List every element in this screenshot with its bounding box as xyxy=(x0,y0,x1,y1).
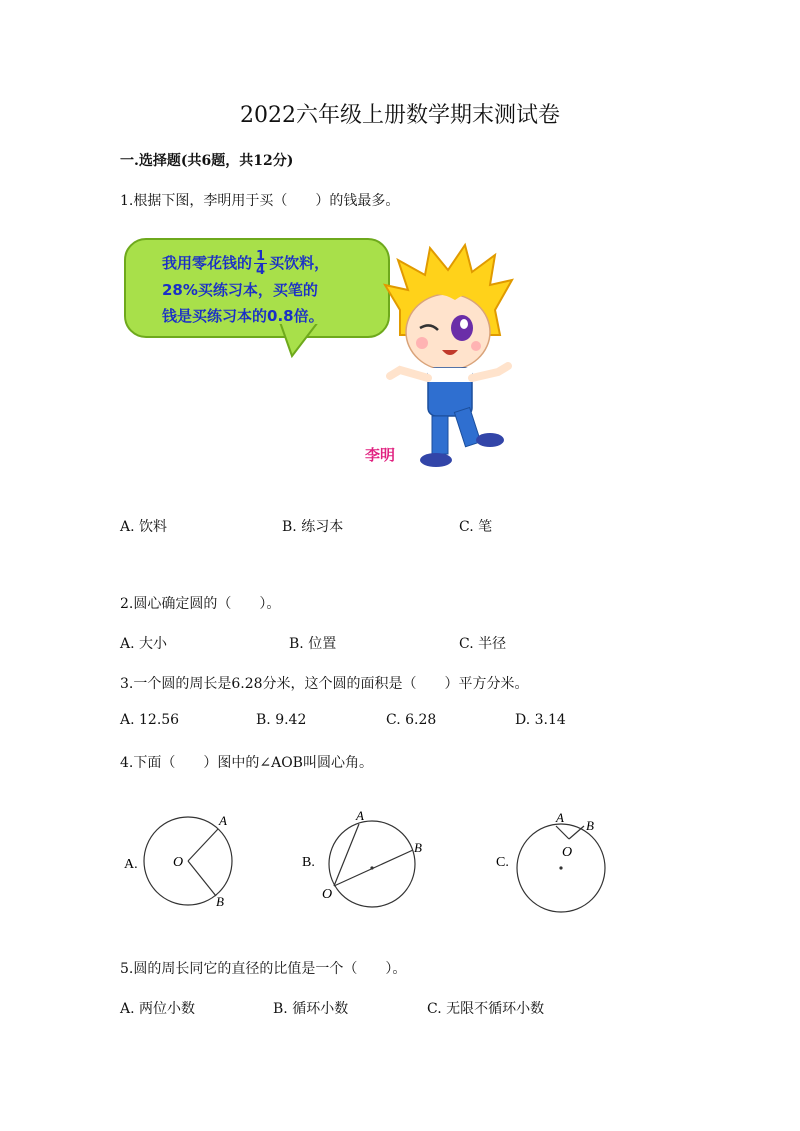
q1-option-c[interactable]: C. 笔 xyxy=(459,519,493,535)
figure-c-label: C. xyxy=(496,855,509,870)
svg-text:O: O xyxy=(322,887,333,902)
q5-option-b[interactable]: B. 循环小数 xyxy=(273,1001,349,1017)
svg-text:B: B xyxy=(414,840,422,855)
q3-option-d[interactable]: D. 3.14 xyxy=(515,712,566,728)
section-heading: 一.选择题(共6题，共12分) xyxy=(120,153,294,169)
fraction-one-quarter: $\frac{1}{4}$ xyxy=(256,249,266,278)
svg-text:O: O xyxy=(173,855,184,870)
q2-option-a[interactable]: A. 大小 xyxy=(120,636,168,652)
question-4-stem: 4.下面（ ）图中的∠AOB叫圆心角。 xyxy=(120,755,373,771)
q4-figure-a[interactable] xyxy=(118,808,248,913)
q2-option-b[interactable]: B. 位置 xyxy=(289,636,337,652)
q3-option-a[interactable]: A. 12.56 xyxy=(120,712,180,728)
q4-figure-b[interactable] xyxy=(298,806,438,916)
q5-option-c[interactable]: C. 无限不循环小数 xyxy=(427,1001,545,1017)
q2-option-c[interactable]: C. 半径 xyxy=(459,636,507,652)
svg-text:A: A xyxy=(219,813,227,828)
q3-option-c[interactable]: C. 6.28 xyxy=(386,712,437,728)
question-3-stem: 3.一个圆的周长是6.28分米，这个圆的面积是（ ）平方分米。 xyxy=(120,676,529,692)
boy-character-illustration xyxy=(380,240,520,475)
q4-figure-c[interactable] xyxy=(492,806,622,916)
svg-text:B: B xyxy=(216,894,224,909)
character-name-label: 李明 xyxy=(365,446,396,464)
question-5-stem: 5.圆的周长同它的直径的比值是一个（ ）。 xyxy=(120,961,407,977)
question-2-stem: 2.圆心确定圆的（ ）。 xyxy=(120,596,281,612)
svg-text:O: O xyxy=(562,845,573,860)
speech-bubble-text: 我用零花钱的 $\frac{1}{4}$ 买饮料， 28%买练习本，买笔的 钱是买练习本的0.8倍。 xyxy=(162,249,330,325)
q3-option-b[interactable]: B. 9.42 xyxy=(256,712,307,728)
figure-b-label: B. xyxy=(302,855,315,870)
q1-option-b[interactable]: B. 练习本 xyxy=(282,519,344,535)
svg-text:A: A xyxy=(556,810,564,825)
page-title: 2022六年级上册数学期末测试卷 xyxy=(240,103,560,128)
q5-option-a[interactable]: A. 两位小数 xyxy=(120,1001,196,1017)
q1-option-a[interactable]: A. 饮料 xyxy=(120,519,168,535)
svg-text:A: A xyxy=(356,808,364,823)
figure-a-label: A. xyxy=(124,857,138,872)
svg-text:B: B xyxy=(586,818,594,833)
question-1-stem: 1.根据下图，李明用于买（ ）的钱最多。 xyxy=(120,193,400,209)
